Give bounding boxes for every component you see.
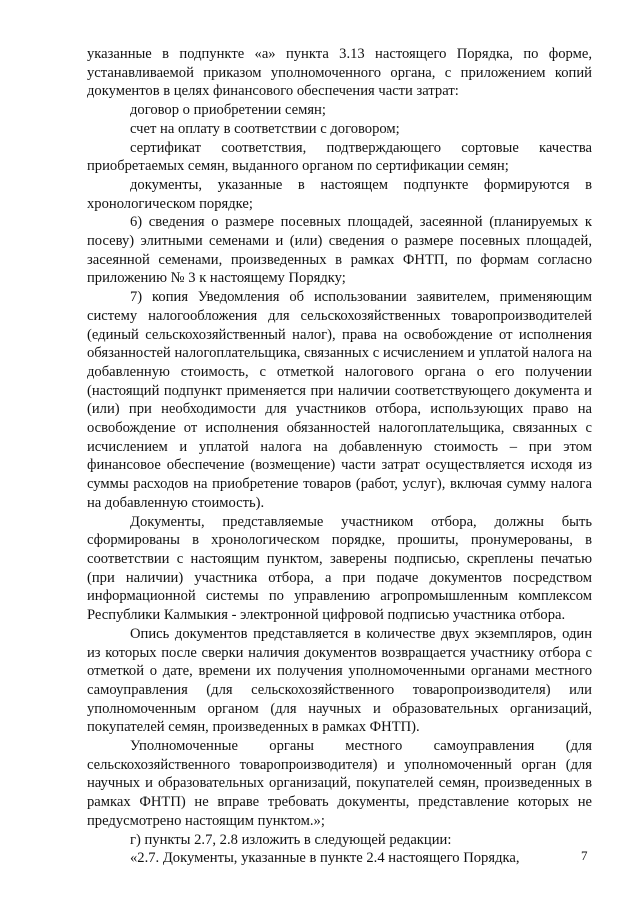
paragraph: г) пункты 2.7, 2.8 изложить в следующей редакции: — [130, 831, 452, 848]
paragraph: 7) копия Уведомления об использовании заявителем, применяющим систему налогообложения для сельскохозяйственных товаропроизводителей (единый сельскохозяйственный налог), права на освобождение от исполнения обязанностей налогоплательщика, связанных с исчислением и уплатой налога на добавленную стоимость, с отметкой налогового органа о его получении (настоящий подпункт применяется при наличии соответствующего документа и (или) при необходимости для участников отбора, использующих право на освобождение от исполнения обязанностей налогоплательщика, связанных с исчислением и уплатой налога на добавленную стоимость – при этом финансовое обеспечение (возмещение) части затрат осуществляется исходя из суммы расходов на приобретение товаров (работ, услуг), включая сумму налога на добавленную стоимость). — [87, 289, 592, 511]
list-item: счет на оплату в соответствии с договором; — [130, 120, 400, 137]
paragraph: «2.7. Документы, указанные в пункте 2.4 настоящего Порядка, — [130, 850, 520, 867]
list-item: договор о приобретении семян; — [130, 102, 326, 119]
list-item: документы, указанные в настоящем подпункте формируются в хронологическом порядке; — [87, 176, 592, 212]
paragraph: 6) сведения о размере посевных площадей, засеянной (планируемых к посеву) элитными семенами и (или) сведения о размере посевных площадей, засеянной семенами, произведенных в рамках ФНТП, по формам согласно приложению № 3 к настоящему Порядку; — [87, 214, 592, 287]
list-item: сертификат соответствия, подтверждающего сортовые качества приобретаемых семян, выданного органом по сертификации семян; — [87, 139, 592, 175]
document-body — [87, 45, 592, 868]
page-number: 7 — [581, 848, 588, 863]
paragraph: указанные в подпункте «а» пункта 3.13 настоящего Порядка, по форме, устанавливаемой приказом уполномоченного органа, с приложением копий документов в целях финансового обеспечения части затрат: — [87, 46, 592, 100]
paragraph: Опись документов представляется в количестве двух экземпляров, один из которых после сверки наличия документов возвращается участнику отбора с отметкой о дате, времени их получения уполномоченными органами местного самоуправления (для сельскохозяйственного товаропроизводителя) или уполномоченным органом (для научных и образовательных организаций, покупателей семян, произведенных в рамках ФНТП). — [87, 625, 592, 736]
paragraph: Документы, представляемые участником отбора, должны быть сформированы в хронологическом порядке, прошиты, пронумерованы, в соответствии с настоящим пунктом, заверены подписью, скреплены печатью (при наличии) участника отбора, а при подаче документов посредством информационной системы по управлению агропромышленным комплексом Республики Калмыкия - электронной цифровой подписью участника отбора. — [87, 513, 592, 624]
paragraph: Уполномоченные органы местного самоуправления (для сельскохозяйственного товаропроизводителя) и уполномоченный орган (для научных и образовательных организаций, покупателей семян, произведенных в рамках ФНТП) не вправе требовать документы, представление которых не предусмотрено настоящим пунктом.»; — [87, 738, 592, 829]
